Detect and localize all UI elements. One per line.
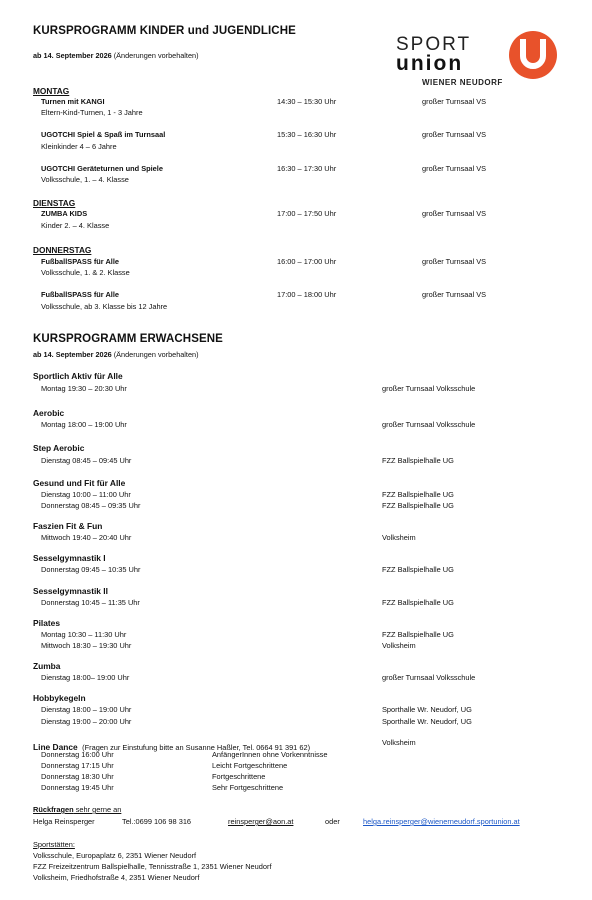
course-group: Volksschule, 1. & 2. Klasse [41, 268, 130, 277]
line-dance-note: (Fragen zur Einstufung bitte an Susanne Haßler, Tel. 0664 91 391 62) [82, 743, 311, 752]
course-name: UGOTCHI Spiel & Spaß im Turnsaal [41, 130, 166, 139]
venue-item: FZZ Freizeitzentrum Ballspielhalle, Tennisstraße 1, 2351 Wiener Neudorf [33, 862, 272, 871]
course-level: AnfängerInnen ohne Vorkenntnisse [212, 750, 328, 759]
course-name: FußballSPASS für Alle [41, 290, 120, 299]
course-group: Volksschule, 1. – 4. Klasse [41, 175, 129, 184]
venues-heading: Sportstätten: [33, 840, 75, 849]
course-time: Donnerstag 08:45 – 09:35 Uhr [41, 501, 141, 510]
course-place: Volksheim [382, 533, 416, 542]
course-time: 14:30 – 15:30 Uhr [277, 97, 337, 106]
logo-u-icon [508, 30, 558, 80]
course-name: Sesselgymnastik I [33, 553, 106, 563]
course-time: Dienstag 19:00 – 20:00 Uhr [41, 717, 132, 726]
course-time: Dienstag 08:45 – 09:45 Uhr [41, 456, 132, 465]
course-group: Kinder 2. – 4. Klasse [41, 221, 110, 230]
course-time: Dienstag 10:00 – 11:00 Uhr [41, 490, 131, 499]
erwachsene-title: KURSPROGRAMM ERWACHSENE [33, 333, 223, 345]
course-time: 16:00 – 17:00 Uhr [277, 257, 337, 266]
course-time: Montag 19:30 – 20:30 Uhr [41, 384, 127, 393]
contact-email-link[interactable]: helga.reinsperger@wienerneudorf.sportunion.at [363, 817, 520, 826]
course-place: Volksheim [382, 738, 416, 747]
day-donnerstag: DONNERSTAG [33, 245, 92, 255]
course-name: FußballSPASS für Alle [41, 257, 120, 266]
course-time: Donnerstag 17:15 Uhr [41, 761, 114, 770]
course-time: Mittwoch 19:40 – 20:40 Uhr [41, 533, 132, 542]
day-montag: MONTAG [33, 86, 70, 96]
course-name: UGOTCHI Geräteturnen und Spiele [41, 164, 163, 173]
venue-item: Volksheim, Friedhofstraße 4, 2351 Wiener Neudorf [33, 873, 200, 882]
sportunion-logo [392, 30, 562, 92]
course-time: Mittwoch 18:30 – 19:30 Uhr [41, 641, 132, 650]
course-time: Montag 10:30 – 11:30 Uhr [41, 630, 127, 639]
course-place: Sporthalle Wr. Neudorf, UG [382, 717, 472, 726]
course-group: Volksschule, ab 3. Klasse bis 12 Jahre [41, 302, 168, 311]
course-group: Kleinkinder 4 – 6 Jahre [41, 142, 117, 151]
course-time: Donnerstag 16:00 Uhr [41, 750, 114, 759]
course-place: Sporthalle Wr. Neudorf, UG [382, 705, 472, 714]
venue-item: Volksschule, Europaplatz 6, 2351 Wiener Neudorf [33, 851, 197, 860]
course-place: FZZ Ballspielhalle UG [382, 501, 454, 510]
course-name: Turnen mit KANGI [41, 97, 105, 106]
course-level: Sehr Fortgeschrittene [212, 783, 284, 792]
contact-email-link[interactable]: reinsperger@aon.at [228, 817, 294, 826]
course-time: Dienstag 18:00 – 19:00 Uhr [41, 705, 132, 714]
course-name: Faszien Fit & Fun [33, 521, 103, 531]
course-time: Dienstag 18:00– 19:00 Uhr [41, 673, 130, 682]
course-group: Eltern-Kind-Turnen, 1 - 3 Jahre [41, 108, 143, 117]
course-place: großer Turnsaal Volksschule [382, 420, 476, 429]
course-level: Leicht Fortgeschrittene [212, 761, 288, 770]
course-place: Volksheim [382, 641, 416, 650]
course-place: großer Turnsaal VS [422, 130, 487, 139]
course-place: großer Turnsaal VS [422, 97, 487, 106]
erwachsene-date: ab 14. September 2026 (Änderungen vorbehalten) [33, 350, 199, 359]
course-place: großer Turnsaal VS [422, 209, 487, 218]
course-level: Fortgeschrittene [212, 772, 266, 781]
course-time: 16:30 – 17:30 Uhr [277, 164, 337, 173]
course-place: FZZ Ballspielhalle UG [382, 598, 454, 607]
course-name: Pilates [33, 618, 61, 628]
contact-or: oder [325, 817, 340, 826]
course-name: Line Dance [33, 742, 78, 752]
course-time: Donnerstag 10:45 – 11:35 Uhr [41, 598, 140, 607]
logo-wiener-neudorf-text: WIENER NEUDORF [422, 78, 503, 87]
course-time: 15:30 – 16:30 Uhr [277, 130, 337, 139]
course-place: großer Turnsaal VS [422, 257, 487, 266]
logo-union-text: union [396, 52, 464, 75]
course-place: FZZ Ballspielhalle UG [382, 565, 454, 574]
course-time: Donnerstag 19:45 Uhr [41, 783, 114, 792]
course-place: FZZ Ballspielhalle UG [382, 456, 454, 465]
logo-sport-text: SPORT [396, 34, 472, 55]
kinder-date: ab 14. September 2026 (Änderungen vorbehalten) [33, 51, 199, 60]
course-name: Sportlich Aktiv für Alle [33, 371, 123, 381]
course-name: Aerobic [33, 408, 65, 418]
course-name: Step Aerobic [33, 443, 85, 453]
course-place: FZZ Ballspielhalle UG [382, 630, 454, 639]
contact-name: Helga Reinsperger [33, 817, 95, 826]
day-dienstag: DIENSTAG [33, 198, 76, 208]
course-time: 17:00 – 17:50 Uhr [277, 209, 337, 218]
course-place: großer Turnsaal VS [422, 164, 487, 173]
contact-phone: Tel.:0699 106 98 316 [122, 817, 192, 826]
contact-heading: Rückfragen sehr gerne an [33, 805, 122, 814]
course-name: Gesund und Fit für Alle [33, 478, 126, 488]
course-name: Zumba [33, 661, 61, 671]
course-name: Hobbykegeln [33, 693, 86, 703]
course-place: großer Turnsaal VS [422, 290, 487, 299]
course-time: Donnerstag 09:45 – 10:35 Uhr [41, 565, 141, 574]
course-name: Sesselgymnastik II [33, 586, 108, 596]
kinder-title: KURSPROGRAMM KINDER und JUGENDLICHE [33, 25, 296, 37]
course-time: Montag 18:00 – 19:00 Uhr [41, 420, 127, 429]
course-place: großer Turnsaal Volksschule [382, 673, 476, 682]
course-time: 17:00 – 18:00 Uhr [277, 290, 337, 299]
course-name: ZUMBA KIDS [41, 209, 88, 218]
course-time: Donnerstag 18:30 Uhr [41, 772, 114, 781]
course-place: FZZ Ballspielhalle UG [382, 490, 454, 499]
course-place: großer Turnsaal Volksschule [382, 384, 476, 393]
